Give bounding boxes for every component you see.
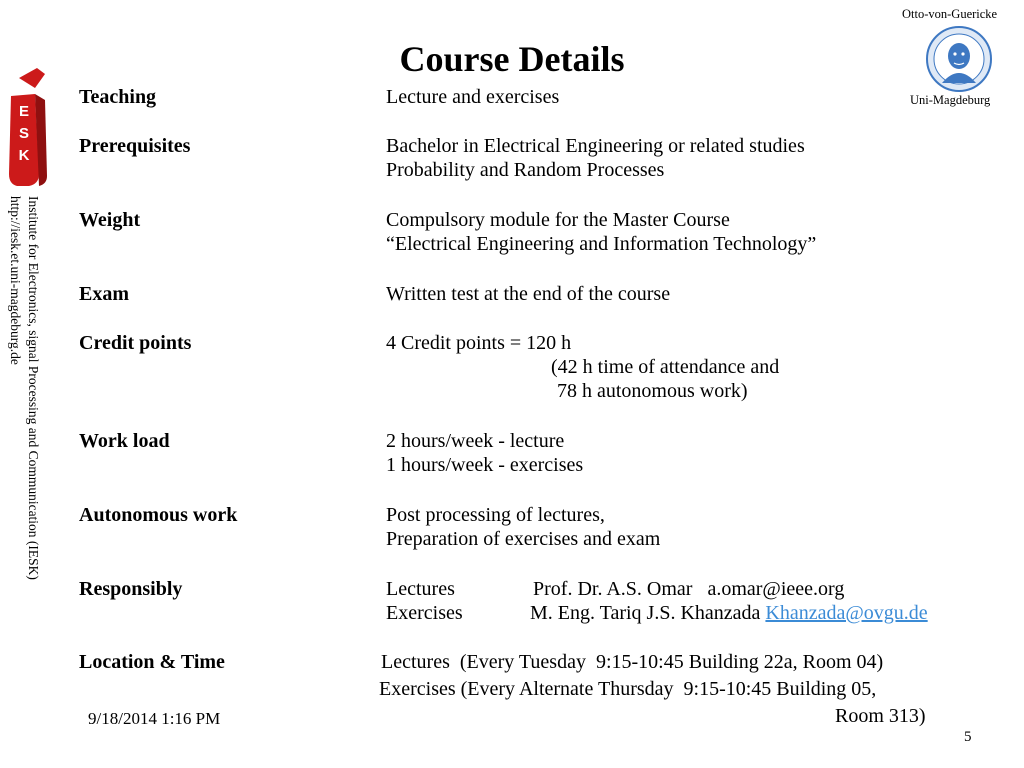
work-load-value-1: 2 hours/week - lecture [386,430,565,452]
credit-points-value-1: 4 Credit points = 120 h [386,332,572,354]
teaching-value: Lecture and exercises [386,86,560,108]
credit-points-value-2: (42 h time of attendance and [551,356,780,378]
page-number: 5 [964,729,972,745]
university-seal-icon [925,25,993,93]
university-name-bottom: Uni-Magdeburg [910,93,991,107]
university-name-top: Otto-von-Guericke [902,7,998,21]
svg-text:S: S [18,125,30,142]
exam-value: Written test at the end of the course [386,283,671,305]
institute-url: http://iesk.et.uni-magdeburg.de [8,196,23,365]
slide-date: 9/18/2014 1:16 PM [88,709,221,728]
autonomous-work-label: Autonomous work [79,504,238,526]
responsibly-lectures-value: Prof. Dr. A.S. Omar a.omar@ieee.org [533,578,845,600]
page-title: Course Details [399,39,625,79]
weight-label: Weight [79,209,141,231]
weight-value-1: Compulsory module for the Master Course [386,209,730,231]
location-time-value-3: Room 313) [835,705,926,727]
location-time-value-1: Lectures (Every Tuesday 9:15-10:45 Building 22a, Room 04) [381,651,884,673]
weight-value-2: “Electrical Engineering and Information Technology” [386,233,817,255]
responsibly-lectures-label: Lectures [386,578,455,600]
credit-points-value-3: 78 h autonomous work) [557,380,748,402]
teaching-label: Teaching [79,86,157,108]
iesk-logo-icon [5,66,55,188]
email-link[interactable]: Khanzada@ovgu.de [765,602,928,624]
location-time-value-2: Exercises (Every Alternate Thursday 9:15-10:45 Building 05, [379,678,877,700]
institute-name: Institute for Electronics, signal Processing and Communication (IESK) [26,196,41,580]
autonomous-work-value-2: Preparation of exercises and exam [386,528,661,550]
prerequisites-label: Prerequisites [79,135,191,157]
responsibly-exercises-row [530,602,928,625]
location-time-label: Location & Time [79,651,225,673]
credit-points-label: Credit points [79,332,192,354]
autonomous-work-value-1: Post processing of lectures, [386,504,605,526]
svg-text:E: E [18,103,30,120]
sidebar-vertical-text [0,196,50,606]
work-load-label: Work load [79,430,170,452]
svg-text:K: K [18,147,30,164]
responsibly-label: Responsibly [79,578,183,600]
responsibly-exercises-label: Exercises [386,602,463,624]
prerequisites-value-2: Probability and Random Processes [386,159,665,181]
responsibly-exercises-value: M. Eng. Tariq J.S. Khanzada [530,602,761,624]
exam-label: Exam [79,283,129,305]
work-load-value-2: 1 hours/week - exercises [386,454,584,476]
prerequisites-value-1: Bachelor in Electrical Engineering or related studies [386,135,805,157]
